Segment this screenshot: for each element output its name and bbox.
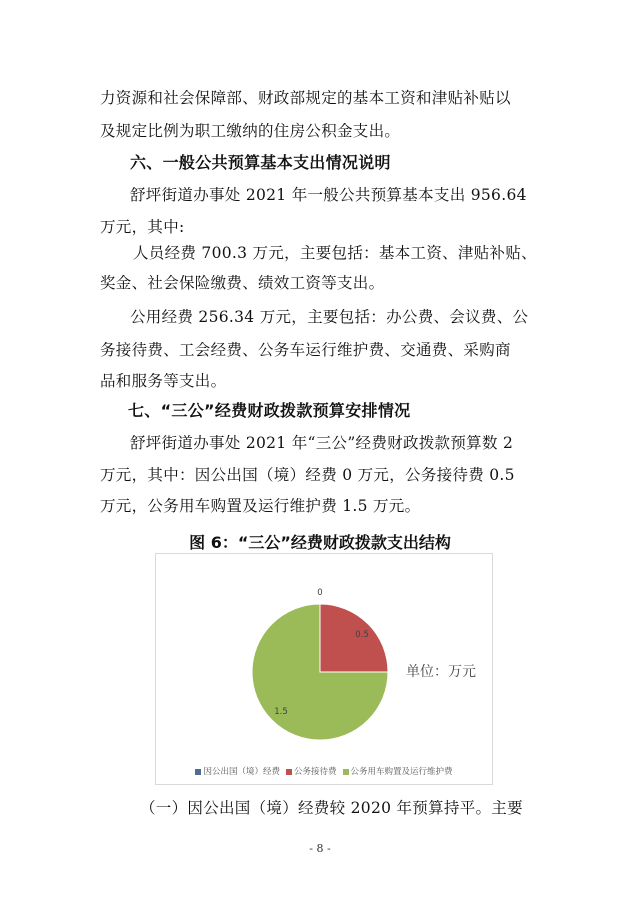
pie-value-label: 0 — [317, 588, 323, 598]
paragraph-line: 舒坪街道办事处 2021 年“三公”经费财政拨款预算数 2 — [130, 434, 514, 452]
legend-label: 公务接待费 — [293, 767, 337, 777]
paragraph-line: 万元，其中: — [100, 218, 185, 236]
unit-label: 单位：万元 — [406, 664, 476, 680]
legend-label: 公务用车购置及运行维护费 — [350, 767, 453, 777]
paragraph-line: 品和服务等支出。 — [100, 372, 227, 390]
paragraph-line: 万元，其中：因公出国（境）经费 0 万元，公务接待费 0.5 — [100, 466, 515, 484]
legend-swatch — [286, 769, 292, 775]
pie-value-label: 1.5 — [274, 707, 288, 717]
section-heading-6: 六、一般公共预算基本支出情况说明 — [130, 153, 391, 172]
paragraph-line: 人员经费 700.3 万元，主要包括：基本工资、津贴补贴、 — [133, 244, 537, 262]
paragraph-line: 万元，公务用车购置及运行维护费 1.5 万元。 — [100, 497, 421, 515]
pie-chart — [155, 553, 493, 785]
paragraph-line: 公用经费 256.34 万元，主要包括：办公费、会议费、公 — [130, 308, 529, 326]
chart-legend — [156, 765, 492, 777]
legend-item — [195, 765, 280, 777]
legend-item — [343, 765, 453, 777]
section-heading-7: 七、“三公”经费财政拨款预算安排情况 — [128, 401, 411, 420]
paragraph-line: 奖金、社会保险缴费、绩效工资等支出。 — [100, 274, 385, 292]
page-number: - 8 - — [309, 842, 331, 855]
paragraph-line: 务接待费、工会经费、公务车运行维护费、交通费、采购商 — [100, 341, 511, 359]
paragraph-line: （一）因公出国（境）经费较 2020 年预算持平。主要 — [140, 799, 523, 817]
paragraph-line: 及规定比例为职工缴纳的住房公积金支出。 — [100, 122, 401, 140]
legend-swatch — [195, 769, 201, 775]
legend-label: 因公出国（境）经费 — [203, 767, 280, 777]
figure-title: 图 6：“三公”经费财政拨款支出结构 — [189, 533, 451, 552]
pie-slice — [320, 604, 388, 672]
pie-value-label: 0.5 — [355, 630, 369, 640]
paragraph-line: 力资源和社会保障部、财政部规定的基本工资和津贴补贴以 — [100, 89, 511, 107]
legend-swatch — [343, 769, 349, 775]
paragraph-line: 舒坪街道办事处 2021 年一般公共预算基本支出 956.64 — [130, 186, 527, 204]
legend-item — [286, 765, 337, 777]
